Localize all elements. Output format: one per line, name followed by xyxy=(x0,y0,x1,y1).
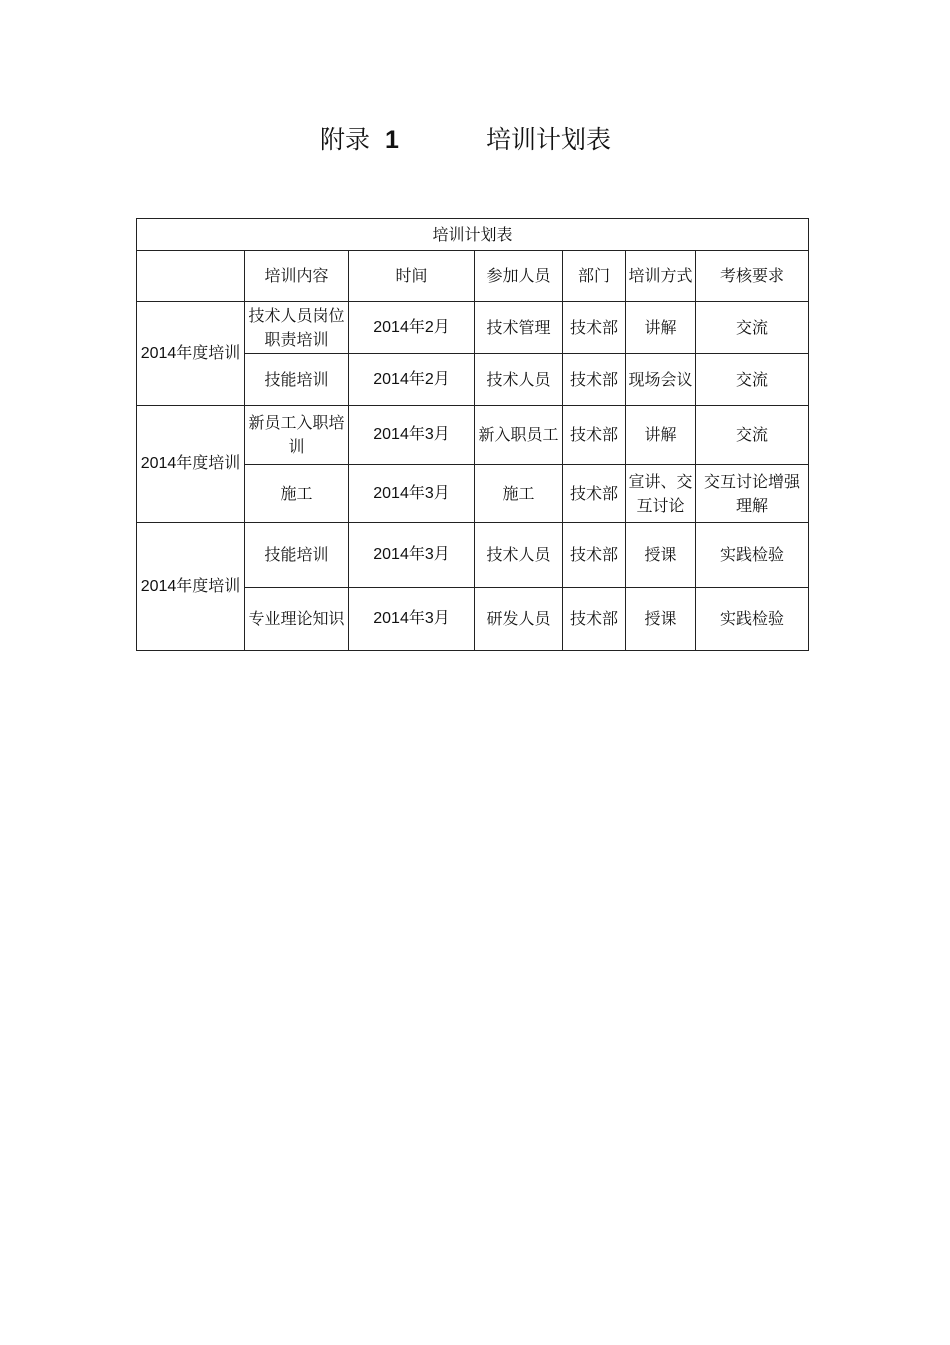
cell-content: 专业理论知识 xyxy=(245,588,349,651)
header-cell-department: 部门 xyxy=(563,251,626,302)
cell-time: 2014年3月 xyxy=(349,465,475,523)
cell-method: 宣讲、交互讨论 xyxy=(626,465,696,523)
cell-department: 技术部 xyxy=(563,354,626,406)
heading-prefix: 附录 xyxy=(320,125,371,154)
cell-content: 施工 xyxy=(245,465,349,523)
cell-method: 授课 xyxy=(626,588,696,651)
cell-method: 授课 xyxy=(626,523,696,588)
cell-time: 2014年3月 xyxy=(349,406,475,465)
cell-content: 新员工入职培训 xyxy=(245,406,349,465)
training-plan-table xyxy=(136,218,809,651)
cell-time: 2014年2月 xyxy=(349,354,475,406)
group-label: 2014年度培训 xyxy=(137,406,245,523)
table-row xyxy=(137,406,809,465)
cell-participants: 施工 xyxy=(475,465,563,523)
cell-method: 现场会议 xyxy=(626,354,696,406)
cell-assessment: 实践检验 xyxy=(696,588,809,651)
header-cell-content: 培训内容 xyxy=(245,251,349,302)
cell-method: 讲解 xyxy=(626,406,696,465)
heading-number: 1 xyxy=(385,126,399,154)
cell-time: 2014年3月 xyxy=(349,588,475,651)
cell-content: 技能培训 xyxy=(245,523,349,588)
page-title: 培训计划表 xyxy=(486,125,612,154)
cell-department: 技术部 xyxy=(563,406,626,465)
cell-participants: 技术人员 xyxy=(475,523,563,588)
cell-department: 技术部 xyxy=(563,302,626,354)
cell-assessment: 交流 xyxy=(696,354,809,406)
table-header-row xyxy=(137,251,809,302)
cell-department: 技术部 xyxy=(563,523,626,588)
cell-content: 技术人员岗位职责培训 xyxy=(245,302,349,354)
cell-participants: 新入职员工 xyxy=(475,406,563,465)
cell-participants: 技术管理 xyxy=(475,302,563,354)
cell-assessment: 交互讨论增强理解 xyxy=(696,465,809,523)
cell-content: 技能培训 xyxy=(245,354,349,406)
cell-department: 技术部 xyxy=(563,465,626,523)
table-row xyxy=(137,523,809,588)
cell-participants: 研发人员 xyxy=(475,588,563,651)
table-caption-row xyxy=(137,219,809,251)
group-label: 2014年度培训 xyxy=(137,302,245,406)
table-row xyxy=(137,302,809,354)
cell-assessment: 交流 xyxy=(696,406,809,465)
cell-assessment: 实践检验 xyxy=(696,523,809,588)
table-caption: 培训计划表 xyxy=(137,219,809,251)
cell-department: 技术部 xyxy=(563,588,626,651)
group-label: 2014年度培训 xyxy=(137,523,245,651)
header-cell-assessment: 考核要求 xyxy=(696,251,809,302)
cell-assessment: 交流 xyxy=(696,302,809,354)
cell-participants: 技术人员 xyxy=(475,354,563,406)
cell-time: 2014年2月 xyxy=(349,302,475,354)
cell-time: 2014年3月 xyxy=(349,523,475,588)
cell-method: 讲解 xyxy=(626,302,696,354)
header-cell-participants: 参加人员 xyxy=(475,251,563,302)
page-heading xyxy=(0,122,950,162)
header-cell-empty xyxy=(137,251,245,302)
header-cell-method: 培训方式 xyxy=(626,251,696,302)
header-cell-time: 时间 xyxy=(349,251,475,302)
